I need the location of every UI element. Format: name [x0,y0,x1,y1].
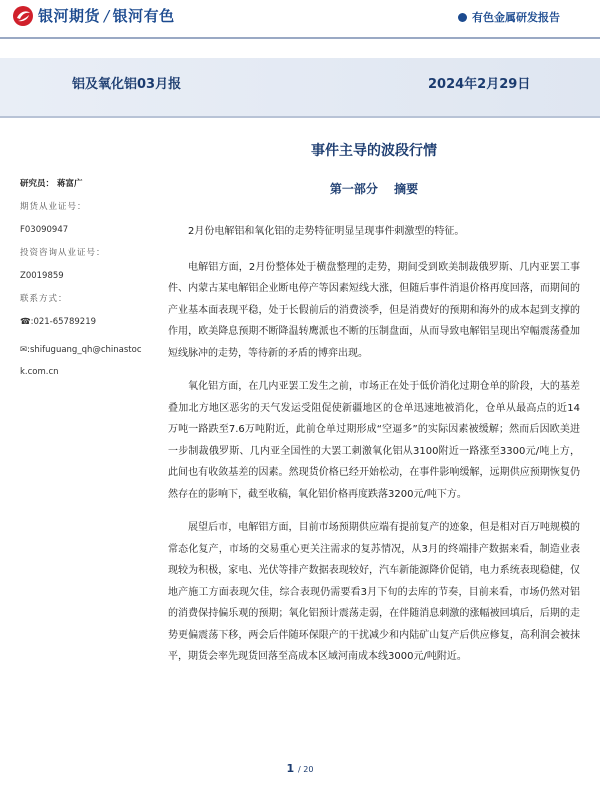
email-address[interactable]: ✉:shifuguang_qh@chinastock.com.cn [20,345,142,377]
report-name: 铝及氧化铝03月报 [72,77,182,92]
paragraph: 展望后市，电解铝方面，目前市场预期供应端有提前复产的迹象，但是相对百万吨规模的常态化复产，市场的交易重心更关注需求的复苏情况，从3月的终端排产数据来看，制造业表现较为积极，家电、光伏等排产数据表现较好，汽车新能源降价促销，电力系统表现稳健，仅地产施工方面表现欠佳，综合表现仍需要看3月下旬的去库的节奏，目前来看，市场仍然对铝的消费保持偏乐观的预期；氧化铝预计震荡走弱，在伴随消息刺激的涨幅被回填后，后期的走势更偏震荡下移，两会后伴随环保限产的干扰减少和内陆矿山复产后供应修复，高利润会被抹平，期货会率先现货回落至高成本区域河南成本线3000元/吨附近。 [168,522,580,662]
header-divider [0,37,600,39]
phone-number: ☎:021-65789219 [20,317,97,327]
report-type-tag [458,9,560,25]
author-sidebar [20,178,150,383]
brand-secondary: 银河有色 [112,7,175,25]
consult-license-label: 投资咨询从业证号： [20,248,106,258]
page-number [0,762,600,775]
report-type-label: 有色金属研发报告 [472,11,560,24]
main-content [168,140,580,680]
license-number: F03090947 [20,225,69,235]
bullet-icon [458,13,467,22]
brand-divider: / [104,7,110,25]
total-pages: / 20 [298,765,314,774]
license-label: 期货从业证号： [20,202,87,212]
section-heading: 第一部分 摘要 [329,182,419,196]
brand-title [38,5,175,26]
paragraph: 氧化铝方面，在几内亚罢工发生之前，市场正在处于低价消化过期仓单的阶段，大的基差叠加北方地区恶劣的天气发运受阻促使新疆地区的仓单迅速地被消化，仓单从最高点的近14万吨一路跌至7.6万吨附近，此前仓单过期形成“空逼多”的实际因素被缓解；然而后因欧美进一步制裁俄罗斯、几内亚全国性的大罢工刺激氧化铝从3100附近一路涨至3300元/吨上方，此间也有收敛基差的因素。然现货价格已经开始松动，在事件影响缓解，远期供应预期恢复仍然存在的影响下，截至收稿，氧化铝价格再度跌落3200元/吨下方。 [168,381,580,500]
current-page: 1 [286,762,295,775]
researcher-name: 研究员： 蒋富广 [20,179,83,189]
paragraph: 电解铝方面，2月份整体处于横盘整理的走势，期间受到欧美制裁俄罗斯、几内亚罢工事件、内蒙古某电解铝企业断电停产等因素短线大涨，但随后事件消退价格再度回落，而期间的产业基本面表现平稳，处于长假前后的消费淡季，但是消费好的预期和海外的成本起到支撑的作用，欧美降息预期不断降温转鹰派也不断的压制盘面，从而导致电解铝呈现出窄幅震荡叠加短线脉冲的走势，等待新的矛盾的博弈出现。 [168,261,580,359]
report-date: 2024年2月29日 [428,77,531,92]
band-divider [0,116,600,118]
paragraph: 2月份电解铝和氧化铝的走势特征明显呈现事件刺激型的特征。 [188,226,465,237]
page-header [0,0,600,36]
document-title: 事件主导的波段行情 [311,143,437,159]
brand-primary: 银河期货 [38,7,101,25]
consult-license-number: Z0019859 [20,271,64,281]
contact-label: 联系方式： [20,294,68,304]
galaxy-logo-icon [12,5,34,27]
